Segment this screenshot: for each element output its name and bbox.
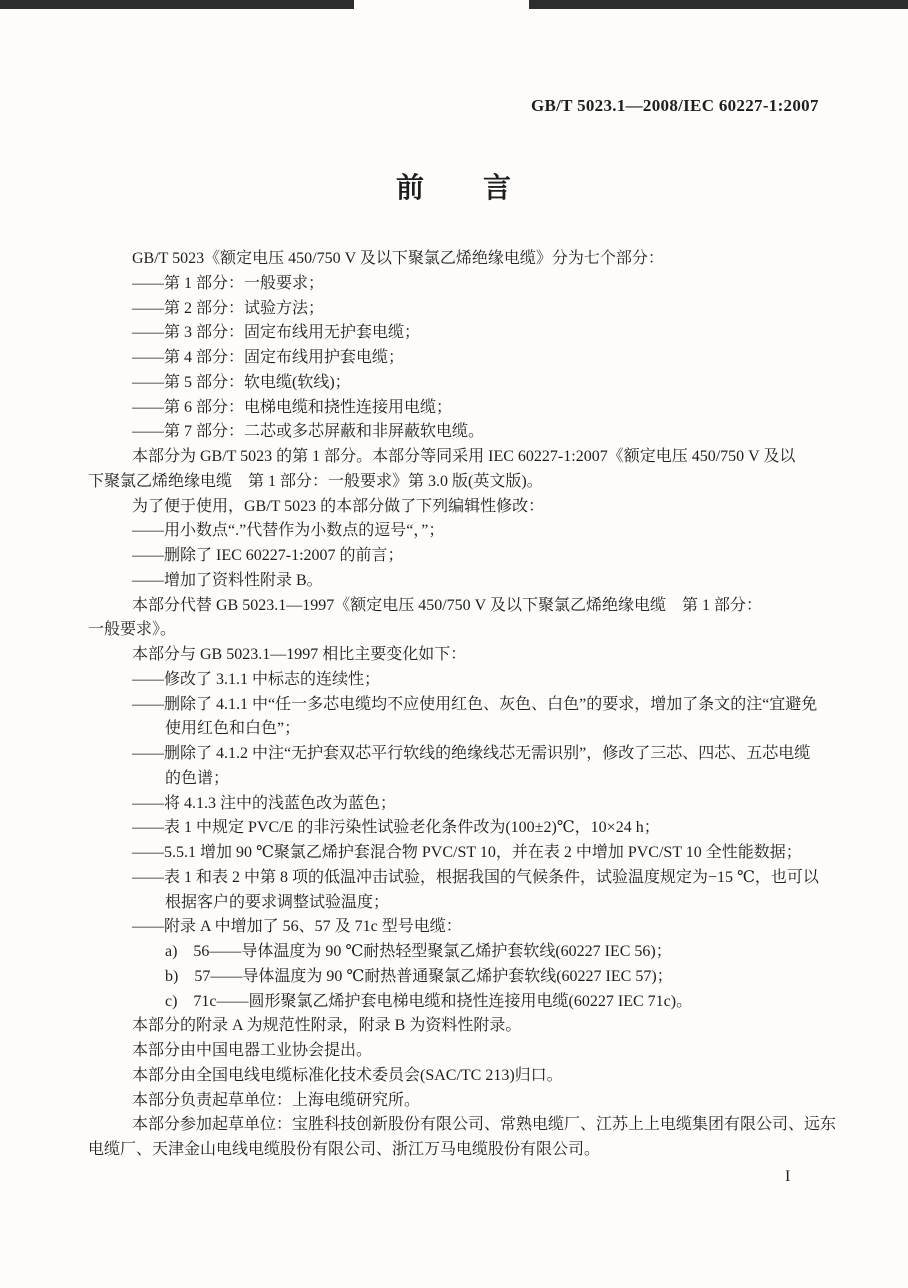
foreword-line: 本部分负责起草单位：上海电缆研究所。	[132, 1091, 421, 1109]
foreword-line: 本部分参加起草单位：宝胜科技创新股份有限公司、常熟电缆厂、江苏上上电缆集团有限公司、远东	[132, 1116, 837, 1134]
foreword-line: ——删除了 4.1.1 中“任一多芯电缆均不应使用红色、灰色、白色”的要求，增加了条文的注“宜避免	[132, 695, 818, 713]
foreword-line: ——第 6 部分：电梯电缆和挠性连接用电缆；	[132, 398, 453, 416]
foreword-line: ——第 3 部分：固定布线用无护套电缆；	[132, 324, 421, 342]
foreword-line: ——第 5 部分：软电缆(软线)；	[132, 373, 351, 391]
standard-code: GB/T 5023.1—2008/IEC 60227-1:2007	[531, 96, 819, 115]
page-title: 前 言	[395, 173, 512, 204]
foreword-line: ——第 4 部分：固定布线用护套电缆；	[132, 349, 405, 366]
foreword-line: 使用红色和白色”；	[165, 720, 301, 738]
foreword-line: 电缆厂、天津金山电线电缆股份有限公司、浙江万马电缆股份有限公司。	[88, 1141, 601, 1158]
foreword-line: ——删除了 IEC 60227-1:2007 的前言；	[132, 547, 404, 564]
foreword-line: ——用小数点“.”代替作为小数点的逗号“，”；	[132, 522, 445, 540]
foreword-line: 本部分由中国电器工业协会提出。	[132, 1042, 373, 1059]
foreword-line: ——修改了 3.1.1 中标志的连续性；	[132, 670, 381, 688]
foreword-line: ——第 1 部分：一般要求；	[132, 274, 325, 292]
foreword-line: GB/T 5023《额定电压 450/750 V 及以下聚氯乙烯绝缘电缆》分为七个部分：	[132, 250, 664, 267]
foreword-line: 下聚氯乙烯绝缘电缆 第 1 部分：一般要求》第 3.0 版(英文版)。	[88, 472, 543, 490]
foreword-line: 根据客户的要求调整试验温度；	[165, 893, 390, 911]
foreword-line: 为了便于使用，GB/T 5023 的本部分做了下列编辑性修改：	[132, 497, 545, 515]
foreword-line: 一般要求》。	[88, 621, 177, 639]
foreword-line: ——将 4.1.3 注中的浅蓝色改为蓝色；	[132, 794, 397, 812]
foreword-line: c) 71c——圆形聚氯乙烯护套电梯电缆和挠性连接用电缆(60227 IEC 71c)。	[165, 992, 693, 1010]
foreword-line: 本部分与 GB 5023.1—1997 相比主要变化如下：	[132, 646, 467, 663]
foreword-line: ——第 7 部分：二芯或多芯屏蔽和非屏蔽软电缆。	[132, 423, 485, 441]
foreword-line: 本部分为 GB/T 5023 的第 1 部分。本部分等同采用 IEC 60227-1:2007《额定电压 450/750 V 及以	[132, 448, 796, 465]
foreword-lines	[88, 247, 848, 1163]
foreword-line: ——增加了资料性附录 B。	[132, 571, 323, 589]
foreword-line: a) 56——导体温度为 90 ℃耐热轻型聚氯乙烯护套软线(60227 IEC 56)；	[165, 943, 672, 960]
foreword-line: ——第 2 部分：试验方法；	[132, 299, 325, 317]
scan-top-bar-left	[0, 0, 354, 9]
page-number: I	[785, 1168, 792, 1185]
scan-top-bar-right	[529, 0, 908, 9]
foreword-line: 本部分的附录 A 为规范性附录，附录 B 为资料性附录。	[132, 1017, 522, 1035]
foreword-line: ——删除了 4.1.2 中注“无护套双芯平行软线的绝缘线芯无需识别”，修改了三芯、四芯、五芯电缆	[132, 745, 811, 762]
foreword-line: ——表 1 中规定 PVC/E 的非污染性试验老化条件改为(100±2)℃，10×24 h；	[132, 819, 660, 837]
foreword-line: b) 57——导体温度为 90 ℃耐热普通聚氯乙烯护套软线(60227 IEC 57)；	[165, 967, 673, 985]
foreword-line: 本部分代替 GB 5023.1—1997《额定电压 450/750 V 及以下聚氯乙烯绝缘电缆 第 1 部分：	[132, 596, 762, 614]
foreword-line: ——5.5.1 增加 90 ℃聚氯乙烯护套混合物 PVC/ST 10，并在表 2 中增加 PVC/ST 10 全性能数据；	[132, 844, 802, 861]
foreword-line: 的色谱；	[165, 769, 230, 787]
foreword-line: ——表 1 和表 2 中第 8 项的低温冲击试验，根据我国的气候条件，试验温度规定为−15 ℃，也可以	[132, 868, 819, 886]
foreword-line: ——附录 A 中增加了 56、57 及 71c 型号电缆：	[132, 918, 462, 936]
foreword-line: 本部分由全国电线电缆标准化技术委员会(SAC/TC 213)归口。	[132, 1066, 563, 1084]
